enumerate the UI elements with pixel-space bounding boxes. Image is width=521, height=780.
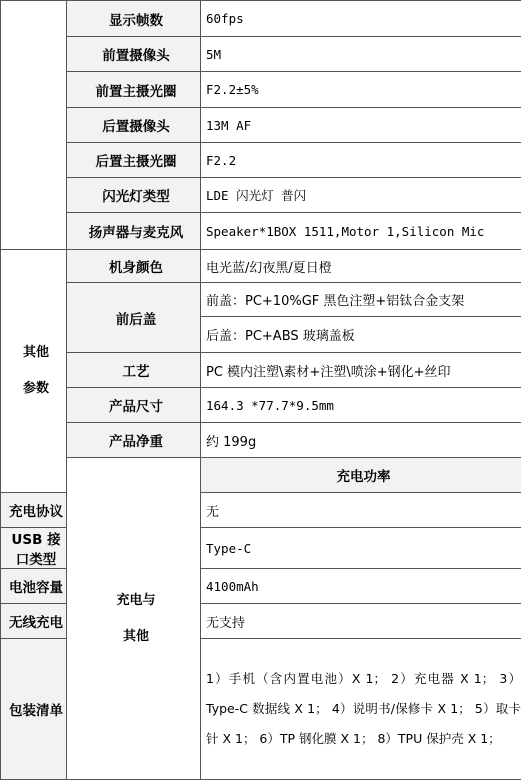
table-row (1, 423, 521, 458)
row-label: 后置摄像头 (67, 108, 201, 143)
row-value: F2.2±5% (201, 72, 521, 108)
wireless-label: 无线充电 (1, 604, 67, 639)
row-label: 扬声器与麦克风 (67, 213, 201, 250)
table-row (1, 213, 521, 250)
size-value: 164.3 *77.7*9.5mm (201, 388, 521, 423)
weight-label: 产品净重 (67, 423, 201, 458)
table-row (1, 250, 521, 283)
row-label: 前置主摄光圈 (67, 72, 201, 108)
category-label-line2: 其他 (72, 619, 200, 655)
usb-label: USB 接口类型 (1, 528, 67, 569)
table-row (1, 72, 521, 108)
wireless-value: 无支持 (201, 604, 521, 639)
table-row (1, 108, 521, 143)
category-label-line1: 其他 (6, 335, 66, 371)
category-cell-charging (67, 458, 201, 780)
color-value: 电光蓝/幻夜黑/夏日橙 (201, 250, 521, 283)
category-cell-blank (1, 1, 67, 250)
table-row (1, 388, 521, 423)
cover-label: 前后盖 (67, 283, 201, 353)
craft-label: 工艺 (67, 353, 201, 388)
row-value: 60fps (201, 1, 521, 37)
row-label: 闪光灯类型 (67, 178, 201, 213)
table-row (1, 178, 521, 213)
table-row (1, 143, 521, 178)
row-value: 13M AF (201, 108, 521, 143)
power-label: 充电功率 (201, 458, 521, 493)
row-label: 前置摄像头 (67, 37, 201, 72)
category-label-line2: 参数 (6, 371, 66, 407)
battery-value: 4100mAh (201, 569, 521, 604)
table-row (1, 283, 521, 317)
usb-value: Type-C (201, 528, 521, 569)
weight-value: 约 199g (201, 423, 521, 458)
row-label: 显示帧数 (67, 1, 201, 37)
row-value: F2.2 (201, 143, 521, 178)
protocol-label: 充电协议 (1, 493, 67, 528)
craft-value: PC 模内注塑\素材+注塑\喷涂+钢化+丝印 (201, 353, 521, 388)
table-row (1, 1, 521, 37)
category-cell-other (1, 250, 67, 493)
cover-front-value: 前盖：PC+10%GF 黑色注塑+铝钛合金支架 (201, 283, 521, 317)
table-row (1, 353, 521, 388)
cover-back-value: 后盖：PC+ABS 玻璃盖板 (201, 317, 521, 353)
package-value: 1）手机（含内置电池）X 1； 2）充电器 X 1； 3）Type-C 数据线 X 1； 4）说明书/保修卡 X 1； 5）取卡针 X 1； 6）TP 钢化膜 X 1； 8）TPU 保护壳 X 1； (201, 639, 521, 780)
row-value: 5M (201, 37, 521, 72)
table-row (1, 37, 521, 72)
row-value: Speaker*1BOX 1511,Motor 1,Silicon Mic (201, 213, 521, 250)
package-label: 包装清单 (1, 639, 67, 780)
row-label: 后置主摄光圈 (67, 143, 201, 178)
color-label: 机身颜色 (67, 250, 201, 283)
row-value: LDE 闪光灯 普闪 (201, 178, 521, 213)
table-row (1, 458, 521, 493)
battery-label: 电池容量 (1, 569, 67, 604)
protocol-value: 无 (201, 493, 521, 528)
category-label-line1: 充电与 (72, 583, 200, 619)
size-label: 产品尺寸 (67, 388, 201, 423)
